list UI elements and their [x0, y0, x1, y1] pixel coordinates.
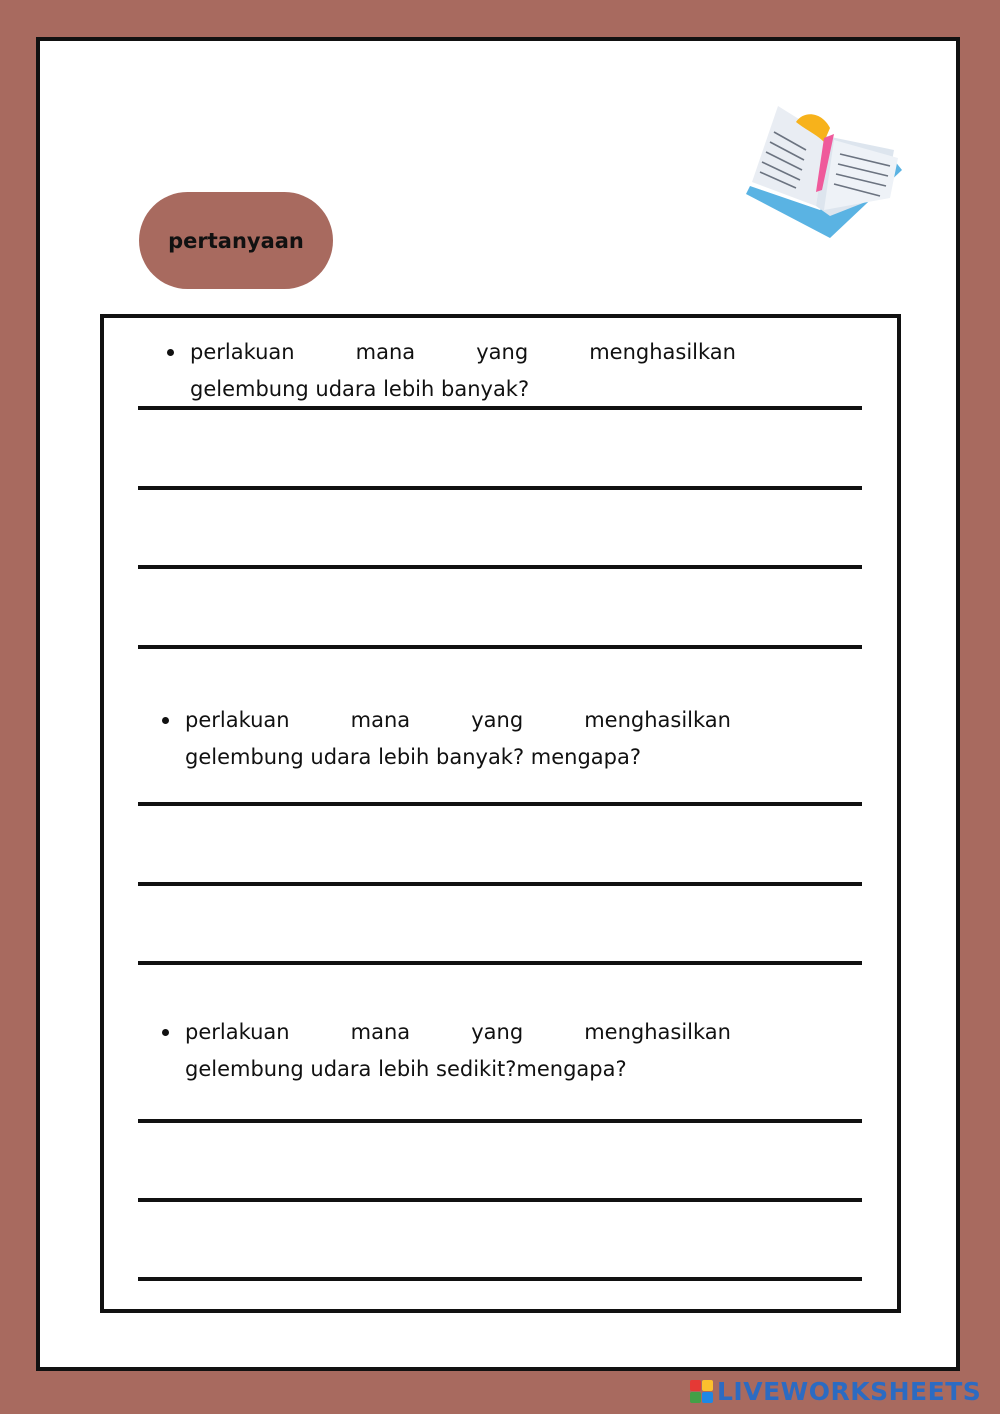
liveworksheets-logo[interactable]: [690, 1376, 981, 1406]
answer-line[interactable]: [138, 1119, 862, 1123]
answer-line[interactable]: [138, 1198, 862, 1202]
section-heading: [139, 192, 333, 289]
question-1-line-1: perlakuan mana yang menghasilkan: [190, 340, 736, 364]
answer-line[interactable]: [138, 565, 862, 569]
answer-line[interactable]: [138, 486, 862, 490]
logo-text: LIVEWORKSHEETS: [717, 1376, 982, 1406]
question-2-line-1: perlakuan mana yang menghasilkan: [185, 708, 731, 732]
bullet-icon: [167, 349, 174, 356]
open-book-icon: [744, 98, 904, 243]
question-1-line-2: gelembung udara lebih banyak?: [190, 377, 530, 401]
answer-line[interactable]: [138, 882, 862, 886]
bullet-icon: [162, 717, 169, 724]
question-1: [190, 334, 736, 408]
section-heading-label: pertanyaan: [168, 228, 304, 253]
answer-line[interactable]: [138, 645, 862, 649]
question-2: [185, 702, 731, 776]
answer-line[interactable]: [138, 1277, 862, 1281]
answer-line[interactable]: [138, 961, 862, 965]
question-2-line-2: gelembung udara lebih banyak? mengapa?: [185, 745, 642, 769]
bullet-icon: [162, 1029, 169, 1036]
answer-line[interactable]: [138, 406, 862, 410]
answer-line[interactable]: [138, 802, 862, 806]
question-3-line-1: perlakuan mana yang menghasilkan: [185, 1020, 731, 1044]
question-3-line-2: gelembung udara lebih sedikit?mengapa?: [185, 1057, 627, 1081]
answer-box: [100, 314, 901, 1313]
logo-grid-icon: [690, 1380, 713, 1403]
question-3: [185, 1014, 731, 1088]
